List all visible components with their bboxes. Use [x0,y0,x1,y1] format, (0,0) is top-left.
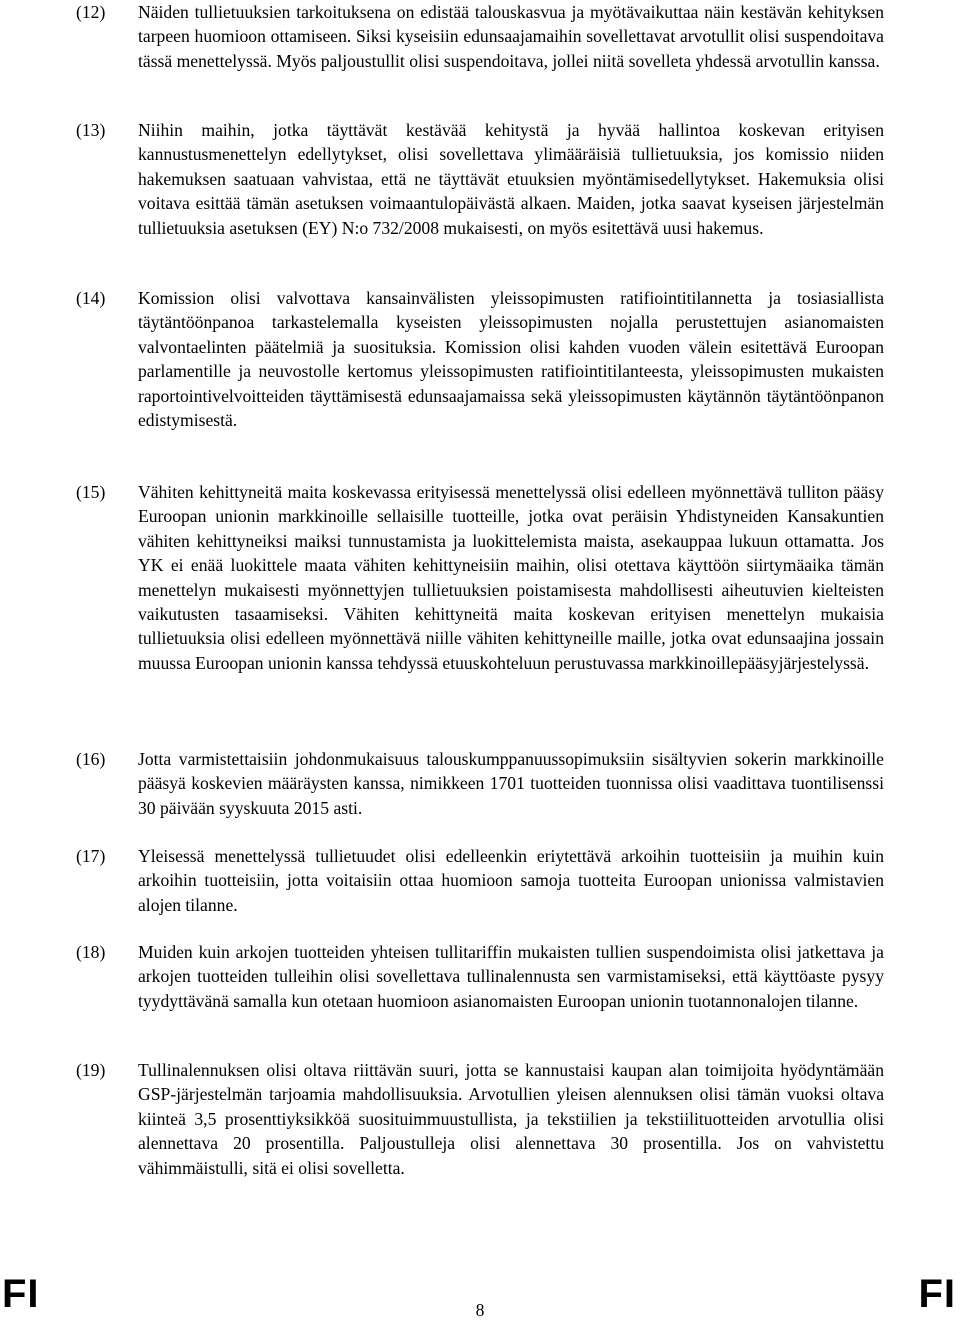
paragraph-number: (16) [76,749,106,769]
paragraph-text: Näiden tullietuuksien tarkoituksena on edistää talouskasvua ja myötävaikuttaa näin kestävän kehityksen tarpeen huomioon ottamiseen. Siksi kyseisiin edunsaajamaihin sovellettavat arvotullit olisi suspendoitava tässä menettelyssä. Myös paljoustullit olisi suspendoitava, jollei niitä sovelleta yhdessä arvotullin kanssa. [138,2,884,71]
paragraph-16 [76,747,884,820]
paragraph-13 [76,118,884,240]
paragraph-12 [76,0,884,73]
paragraph-19 [76,1058,884,1180]
paragraph-text: Muiden kuin arkojen tuotteiden yhteisen tullitariffin mukaisten tullien suspendoimista olisi jatkettava ja arkojen tuotteiden tulleihin olisi sovellettava tullinalennusta sen varmistamiseksi, että käyttöaste pysyy tyydyttävänä samalla kun otetaan huomioon asianomaisten Euroopan unionin tuotannonalojen tilanne. [138,942,884,1011]
paragraph-text: Komission olisi valvottava kansainvälisten yleissopimusten ratifiointitilannetta ja tosiasiallista täytäntöönpanoa tarkastelemalla kyseisten yleissopimusten nojalla perustettujen asianomaisten valvontaelinten päätelmiä ja suosituksia. Komission olisi kahden vuoden välein esitettävä Euroopan parlamentille ja neuvostolle kertomus yleissopimusten ratifiointitilanteesta, yleissopimusten mukaisten raportointivelvoitteiden täyttämisestä edunsaajamaissa sekä yleissopimusten käytännön täytäntöönpanon edistymisestä. [138,288,884,431]
paragraph-number: (17) [76,846,106,866]
paragraph-number: (19) [76,1060,106,1080]
paragraph-text: Tullinalennuksen olisi oltava riittävän suuri, jotta se kannustaisi kaupan alan toimijoita hyödyntämään GSP-järjestelmän tarjoamia mahdollisuuksia. Arvotullien yleisen alennuksen olisi tämän vuoksi oltava kiinteä 3,5 prosenttiyksikköä suosituimmuustullista, ja tekstiilien ja tekstiilituotteiden arvotullia olisi alennettava 20 prosentilla. Paljoustulleja olisi alennettava 30 prosentilla. Jos on vahvistettu vähimmäistulli, sitä ei olisi sovelletta. [138,1060,884,1178]
paragraph-17 [76,844,884,917]
paragraph-15 [76,480,884,675]
paragraph-number: (18) [76,942,106,962]
paragraph-18 [76,940,884,1013]
paragraph-number: (14) [76,288,106,308]
paragraph-text: Yleisessä menettelyssä tullietuudet olisi edelleenkin eriytettävä arkoihin tuotteisiin ja muihin kuin arkoihin tuotteisiin, jotta voitaisiin ottaa huomioon samoja tuotteita Euroopan unionissa valmistavien alojen tilanne. [138,846,884,915]
paragraph-text: Niihin maihin, jotka täyttävät kestävää kehitystä ja hyvää hallintoa koskevan erityisen kannustusmenettelyn edellytykset, olisi sovellettava ylimääräisiä tullietuuksia, jos komissio niiden hakemuksen saatuaan vahvistaa, että ne täyttävät etuuksien myöntämisedellytykset. Hakemuksia olisi voitava esittää tämän asetuksen voimaantulopäivästä alkaen. Maiden, jotka saavat kyseisen järjestelmän tullietuuksia asetuksen (EY) N:o 732/2008 mukaisesti, on myös esitettävä uusi hakemus. [138,120,884,238]
footer-language-code-left: FI [2,1272,40,1316]
footer-language-code-right: FI [918,1272,956,1316]
page-number: 8 [475,1300,485,1320]
paragraph-text: Vähiten kehittyneitä maita koskevassa erityisessä menettelyssä olisi edelleen myönnettävä tulliton pääsy Euroopan unionin markkinoille sellaisille tuotteille, jotka ovat peräisin Yhdistyneiden Kansakuntien vähiten kehittyneiksi maiksi tunnustamista ja luokittelemista maista, asekauppaa lukuun ottamatta. Jos YK ei enää luokittele maata vähiten kehittyneisiin maihin, olisi otettava käyttöön siirtymäaika tämän menettelyn mukaisesti myönnettyjen tullietuuksien poistamisesta mahdollisesti aiheutuvien kielteisten vaikutusten tasaamiseksi. Vähiten kehittyneitä maita koskevan erityisen menettelyn mukaisia tullietuuksia olisi edelleen myönnettävä niille vähiten kehittyneille maille, jotka ovat edunsaajina jossain muussa Euroopan unionin kanssa tehdyssä etuuskohteluun perustuvassa markkinoillepääsyjärjestelyssä. [138,482,884,673]
paragraph-number: (12) [76,2,106,22]
paragraph-14 [76,286,884,432]
paragraph-number: (13) [76,120,106,140]
paragraph-number: (15) [76,482,106,502]
paragraph-text: Jotta varmistettaisiin johdonmukaisuus talouskumppanuussopimuksiin sisältyvien sokerin markkinoille pääsyä koskevien määräysten kanssa, nimikkeen 1701 tuotteiden tuonnissa olisi vaadittava tuontilisenssi 30 päivään syyskuuta 2015 asti. [138,749,884,818]
